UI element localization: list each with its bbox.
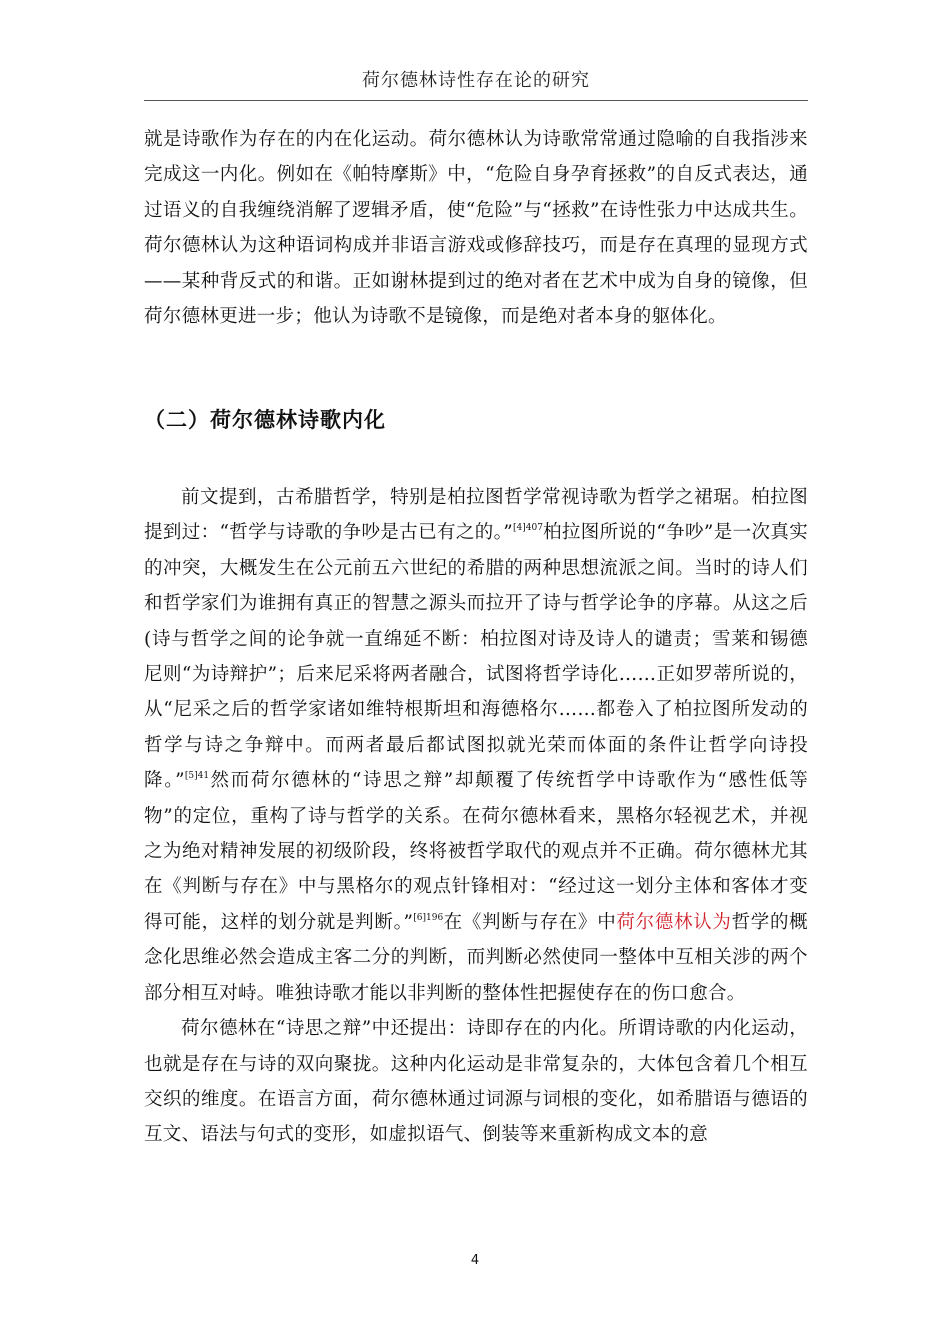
text-run: 前文提到，古希腊哲学，特别是柏拉图哲学常视诗歌为哲学之裙琚。柏拉图提到过：“哲学与诗歌的争吵是古已有之的。” (144, 487, 808, 544)
text-run: 然而荷尔德林的“诗思之辩”却颠覆了传统哲学中诗歌作为“感性低等物”的定位，重构了诗与哲学的关系。在荷尔德林看来，黑格尔轻视艺术，并视之为绝对精神发展的初级阶段，终将被哲学取代的观点并不正确。荷尔德林尤其在《判断与存在》中与黑格尔的观点针锋相对：“经过这一划分主体和客体才变得可能，这样的划分就是判断。” (144, 770, 808, 933)
section-heading: （二）荷尔德林诗歌内化 (144, 408, 386, 432)
paragraph (144, 480, 808, 1011)
running-header: 荷尔德林诗性存在论的研究 (362, 70, 590, 91)
paragraph: 就是诗歌作为存在的内在化运动。荷尔德林认为诗歌常常通过隐喻的自我指涉来完成这一内化。例如在《帕特摩斯》中，“危险自身孕育拯救”的自反式表达，通过语义的自我缠绕消解了逻辑矛盾，使“危险”与“拯救”在诗性张力中达成共生。荷尔德林认为这种语词构成并非语言游戏或修辞技巧，而是存在真理的显现方式——某种背反式的和谐。正如谢林提到过的绝对者在艺术中成为自身的镜像，但荷尔德林更进一步；他认为诗歌不是镜像，而是绝对者本身的躯体化。 (144, 129, 808, 328)
citation: [4]407 (513, 523, 543, 534)
page-number: 4 (470, 1253, 480, 1268)
text-run: 柏拉图所说的“争吵”是一次真实的冲突，大概发生在公元前五六世纪的希腊的两种思想流派之间。当时的诗人们和哲学家们为谁拥有真正的智慧之源头而拉开了诗与哲学论争的序幕。从这之后(诗与哲学之间的论争就一直绵延不断：柏拉图对诗及诗人的谴责；雪莱和锡德尼则“为诗辩护”；后来尼采将两者融合，试图将哲学诗化……正如罗蒂所说的，从“尼采之后的哲学家诸如维特根斯坦和海德格尔……都卷入了柏拉图所发动的哲学与诗之争辩中。而两者最后都试图拟就光荣而体面的条件让哲学向诗投降。” (144, 522, 808, 792)
text-run: 在《判断与存在》中 (443, 911, 617, 933)
text-run: 哲学的概念化思维必然会造成主客二分的判断，而判断必然使同一整体中互相关涉的两个部分相互对峙。唯独诗歌才能以非判断的整体性把握使存在的伤口愈合。 (144, 911, 808, 1004)
paragraph: 荷尔德林在“诗思之辩”中还提出：诗即存在的内化。所谓诗歌的内化运动，也就是存在与诗的双向聚拢。这种内化运动是非常复杂的，大体包含着几个相互交织的维度。在语言方面，荷尔德林通过词源与词根的变化，如希腊语与德语的互文、语法与句式的变形，如虚拟语气、倒装等来重新构成文本的意 (144, 1018, 808, 1146)
citation: [6]196 (413, 912, 444, 923)
body-text-main (144, 480, 808, 1153)
highlighted-text: 荷尔德林认为 (616, 911, 732, 933)
header-rule (144, 100, 808, 101)
citation: [5]41 (184, 771, 210, 782)
body-text-top (144, 122, 808, 334)
